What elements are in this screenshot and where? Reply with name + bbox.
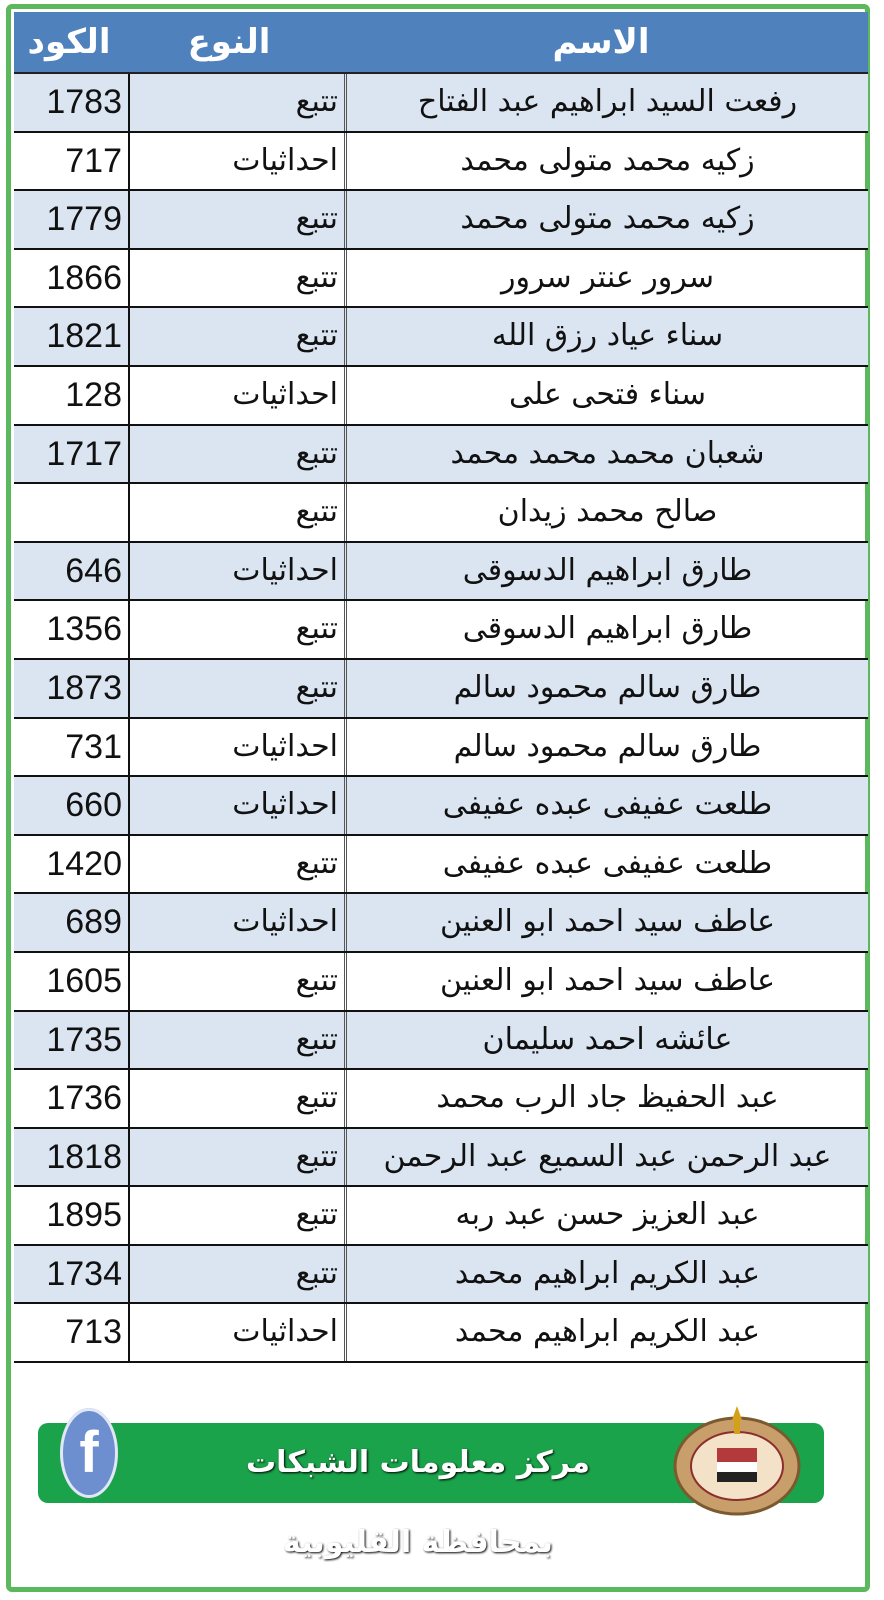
row-name: عبد الكريم ابراهيم محمد <box>454 1255 761 1291</box>
table-row <box>14 1246 868 1305</box>
row-type: احداثيات <box>130 1304 347 1361</box>
table-body <box>14 74 868 1363</box>
row-type: تتبع <box>130 1012 347 1069</box>
header-name: الاسم <box>552 22 650 62</box>
table-row <box>14 308 868 367</box>
row-code: 1783 <box>14 74 130 131</box>
header-type: النوع <box>187 22 271 62</box>
row-code: 646 <box>14 543 130 600</box>
row-type: تتبع <box>130 250 347 307</box>
table-row <box>14 660 868 719</box>
row-type: تتبع <box>130 1246 347 1303</box>
row-name: طلعت عفيفى عبده عفيفى <box>442 787 773 823</box>
data-table <box>14 12 868 1363</box>
facebook-icon[interactable] <box>60 1408 118 1498</box>
row-name: زكيه محمد متولى محمد <box>460 201 755 237</box>
row-type: تتبع <box>130 1070 347 1127</box>
table-row <box>14 1129 868 1188</box>
table-row <box>14 191 868 250</box>
table-row <box>14 1012 868 1071</box>
row-name: شعبان محمد محمد محمد <box>450 435 765 471</box>
row-code: 1356 <box>14 601 130 658</box>
table-row <box>14 601 868 660</box>
row-code <box>14 484 130 541</box>
row-code: 1736 <box>14 1070 130 1127</box>
row-code: 731 <box>14 719 130 776</box>
row-type: تتبع <box>130 191 347 248</box>
row-name: طارق سالم محمود سالم <box>453 728 762 764</box>
row-name: طارق سالم محمود سالم <box>453 669 762 705</box>
row-name: عائشه احمد سليمان <box>482 1021 733 1057</box>
row-name: عبد العزيز حسن عبد ربه <box>455 1197 760 1233</box>
footer-title: مركز معلومات الشبكات بمحافظة القليوبية <box>246 1445 590 1560</box>
table-row <box>14 777 868 836</box>
facebook-glyph: f <box>79 1420 99 1485</box>
row-code: 1873 <box>14 660 130 717</box>
row-code: 1605 <box>14 953 130 1010</box>
row-code: 660 <box>14 777 130 834</box>
row-type: تتبع <box>130 1187 347 1244</box>
row-code: 1735 <box>14 1012 130 1069</box>
row-code: 717 <box>14 133 130 190</box>
row-code: 713 <box>14 1304 130 1361</box>
row-type: احداثيات <box>130 543 347 600</box>
row-name: عبد الرحمن عبد السميع عبد الرحمن <box>383 1138 832 1174</box>
row-type: تتبع <box>130 74 347 131</box>
row-name: عاطف سيد احمد ابو العنين <box>439 904 776 940</box>
table-row <box>14 1070 868 1129</box>
table-row <box>14 1304 868 1363</box>
row-code: 1734 <box>14 1246 130 1303</box>
row-type: تتبع <box>130 601 347 658</box>
row-name: رفعت السيد ابراهيم عبد الفتاح <box>417 84 798 119</box>
table-row <box>14 484 868 543</box>
row-name: طارق ابراهيم الدسوقى <box>462 611 753 647</box>
row-type: تتبع <box>130 308 347 365</box>
row-name: طلعت عفيفى عبده عفيفى <box>442 845 773 881</box>
row-code: 128 <box>14 367 130 424</box>
row-name: سرور عنتر سرور <box>501 259 714 295</box>
table-row <box>14 133 868 192</box>
table-row <box>14 836 868 895</box>
row-name: عبد الحفيظ جاد الرب محمد <box>436 1080 779 1116</box>
row-type: احداثيات <box>130 777 347 834</box>
row-name: عبد الكريم ابراهيم محمد <box>454 1314 761 1350</box>
row-type: احداثيات <box>130 367 347 424</box>
row-type: تتبع <box>130 660 347 717</box>
row-type: احداثيات <box>130 894 347 951</box>
row-code: 1717 <box>14 426 130 483</box>
row-code: 689 <box>14 894 130 951</box>
row-type: تتبع <box>130 426 347 483</box>
table-row <box>14 1187 868 1246</box>
row-code: 1779 <box>14 191 130 248</box>
row-name: عاطف سيد احمد ابو العنين <box>439 962 776 998</box>
row-code: 1818 <box>14 1129 130 1186</box>
table-row <box>14 953 868 1012</box>
table-row <box>14 250 868 309</box>
table-row <box>14 426 868 485</box>
table-row <box>14 543 868 602</box>
row-name: زكيه محمد متولى محمد <box>460 142 755 178</box>
row-type: تتبع <box>130 953 347 1010</box>
table-header <box>14 12 868 74</box>
row-type: تتبع <box>130 484 347 541</box>
row-type: تتبع <box>130 1129 347 1186</box>
row-type: احداثيات <box>130 719 347 776</box>
governorate-emblem-icon <box>662 1398 812 1518</box>
table-row <box>14 74 868 133</box>
row-code: 1821 <box>14 308 130 365</box>
row-name: سناء فتحى على <box>508 376 707 412</box>
row-name: سناء عياد رزق الله <box>491 318 724 354</box>
row-type: تتبع <box>130 836 347 893</box>
row-name: طارق ابراهيم الدسوقى <box>462 552 753 588</box>
row-code: 1866 <box>14 250 130 307</box>
row-type: احداثيات <box>130 133 347 190</box>
row-code: 1420 <box>14 836 130 893</box>
row-name: صالح محمد زيدان <box>497 494 718 530</box>
table-row <box>14 894 868 953</box>
row-code: 1895 <box>14 1187 130 1244</box>
table-row <box>14 719 868 778</box>
header-code: الكود <box>27 22 111 62</box>
table-row <box>14 367 868 426</box>
